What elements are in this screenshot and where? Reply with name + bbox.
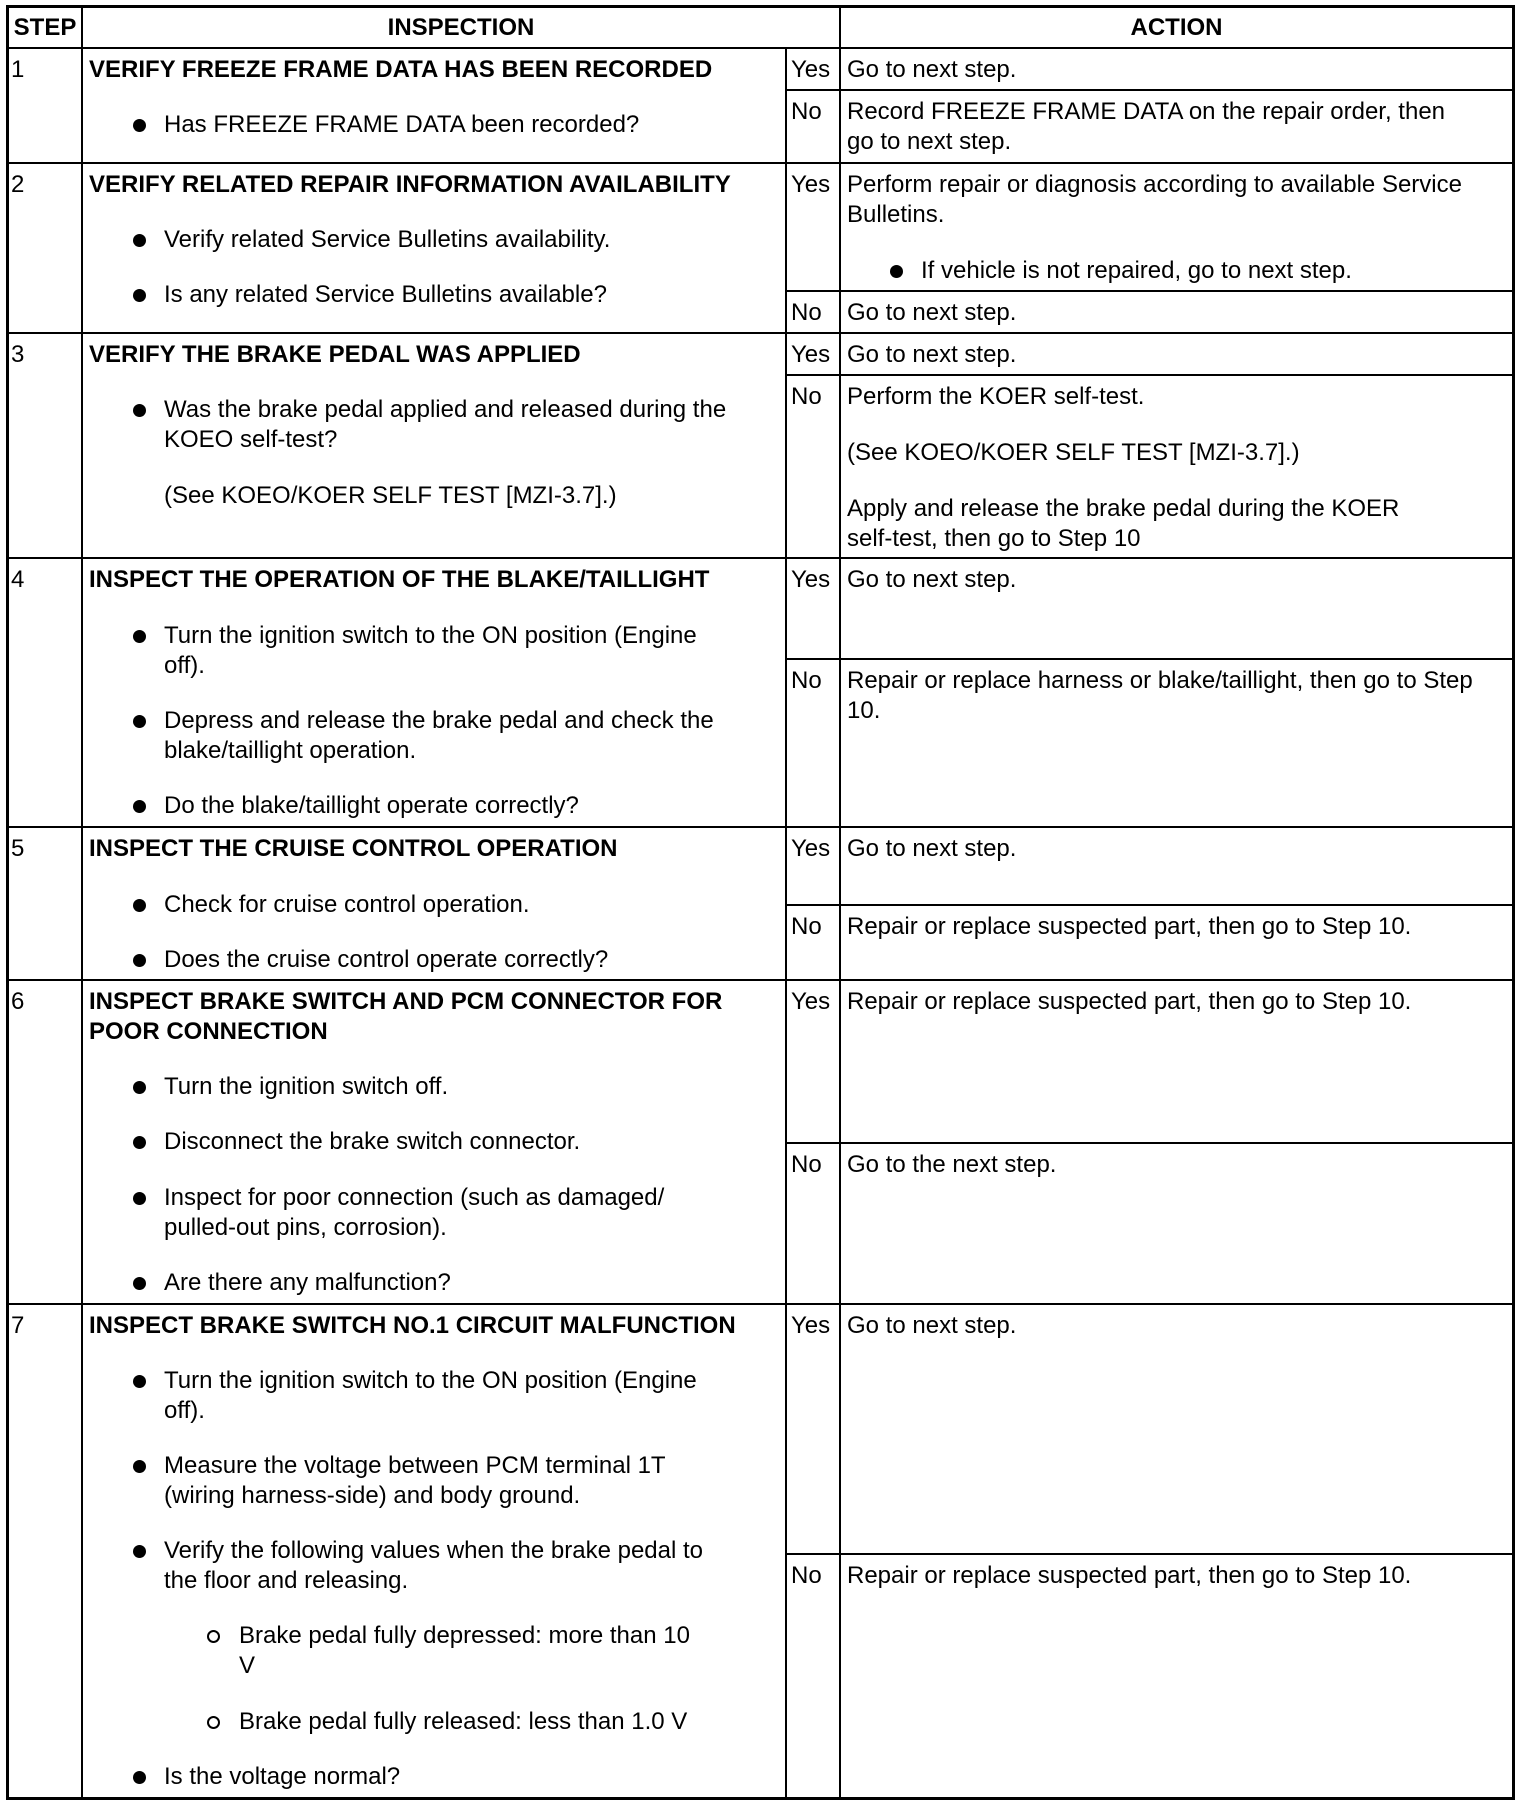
step-1-no-label: No (791, 98, 822, 125)
step-4-yes-label: Yes (791, 566, 831, 593)
step-1-no-action: go to next step. (847, 128, 1012, 155)
yes-no-divider-6 (785, 1142, 1515, 1144)
step-2-yes-label: Yes (791, 171, 831, 198)
bullet-icon (133, 1545, 146, 1558)
step-1-yes-action: Go to next step. (847, 56, 1017, 83)
step-7-sub-item: Brake pedal fully released: less than 1.0 V (239, 1708, 688, 1735)
column-divider-inspection (785, 47, 787, 1800)
bullet-icon (133, 1136, 146, 1149)
step-7-sub-item: Brake pedal fully depressed: more than 10 (239, 1622, 690, 1649)
step-5-no-action: Repair or replace suspected part, then go to Step 10. (847, 913, 1412, 940)
step-4-item: blake/taillight operation. (164, 737, 417, 764)
yes-no-divider-7 (785, 1553, 1515, 1555)
step-2-no-action: Go to next step. (847, 299, 1017, 326)
step-4-no-label: No (791, 667, 822, 694)
step-4-no-action: Repair or replace harness or blake/taillight, then go to Step (847, 667, 1473, 694)
step-2-item: Verify related Service Bulletins availability. (164, 226, 611, 253)
bullet-icon (133, 1081, 146, 1094)
table-border-right (1512, 5, 1515, 1800)
row-divider-5 (6, 979, 1515, 981)
row-divider-3 (6, 557, 1515, 559)
bullet-icon (133, 715, 146, 728)
step-7-title: INSPECT BRAKE SWITCH NO.1 CIRCUIT MALFUNCTION (89, 1312, 736, 1339)
step-number-1: 1 (11, 56, 25, 83)
bullet-icon (133, 289, 146, 302)
step-7-sub-item: V (239, 1652, 256, 1679)
column-divider-action (839, 5, 841, 1800)
step-7-item: (wiring harness-side) and body ground. (164, 1482, 581, 1509)
sub-bullet-icon (207, 1716, 220, 1729)
bullet-icon (133, 630, 146, 643)
bullet-icon (133, 119, 146, 132)
step-number-4: 4 (11, 566, 25, 593)
step-2-yes-action: Bulletins. (847, 201, 945, 228)
step-2-no-label: No (791, 299, 822, 326)
step-number-6: 6 (11, 988, 25, 1015)
bullet-icon (133, 1771, 146, 1784)
bullet-icon (133, 234, 146, 247)
step-5-yes-label: Yes (791, 835, 831, 862)
step-3-yes-action: Go to next step. (847, 341, 1017, 368)
bullet-icon (133, 1375, 146, 1388)
table-border-left (6, 5, 9, 1800)
bullet-icon (133, 404, 146, 417)
step-5-item: Check for cruise control operation. (164, 891, 530, 918)
step-2-title: VERIFY RELATED REPAIR INFORMATION AVAILABILITY (89, 171, 731, 198)
step-7-item: Turn the ignition switch to the ON position (Engine (164, 1367, 697, 1394)
step-number-2: 2 (11, 171, 25, 198)
step-3-yes-label: Yes (791, 341, 831, 368)
step-6-no-action: Go to the next step. (847, 1151, 1057, 1178)
step-4-yes-action: Go to next step. (847, 566, 1017, 593)
step-6-title: POOR CONNECTION (89, 1018, 328, 1045)
step-5-title: INSPECT THE CRUISE CONTROL OPERATION (89, 835, 618, 862)
bullet-icon (133, 1277, 146, 1290)
bullet-icon (133, 899, 146, 912)
yes-no-divider-4 (785, 658, 1515, 660)
step-3-no-action: Apply and release the brake pedal during the KOER (847, 495, 1400, 522)
step-3-no-action: Perform the KOER self-test. (847, 383, 1145, 410)
yes-no-divider-5 (785, 904, 1515, 906)
step-6-title: INSPECT BRAKE SWITCH AND PCM CONNECTOR FOR (89, 988, 723, 1015)
step-6-yes-label: Yes (791, 988, 831, 1015)
header-divider (6, 47, 1515, 49)
step-7-no-label: No (791, 1562, 822, 1589)
step-3-no-label: No (791, 383, 822, 410)
bullet-icon (133, 1460, 146, 1473)
row-divider-6 (6, 1303, 1515, 1305)
yes-no-divider-2 (785, 290, 1515, 292)
step-6-no-label: No (791, 1151, 822, 1178)
step-2-yes-bullet: If vehicle is not repaired, go to next step. (921, 257, 1352, 284)
step-3-item: (See KOEO/KOER SELF TEST [MZI-3.7].) (164, 482, 617, 509)
step-6-item: pulled-out pins, corrosion). (164, 1214, 447, 1241)
step-3-item: KOEO self-test? (164, 426, 338, 453)
bullet-icon (133, 954, 146, 967)
header-step: STEP (13, 14, 77, 41)
step-4-no-action: 10. (847, 697, 881, 724)
step-5-yes-action: Go to next step. (847, 835, 1017, 862)
row-divider-4 (6, 826, 1515, 828)
step-6-yes-action: Repair or replace suspected part, then go to Step 10. (847, 988, 1412, 1015)
bullet-icon (890, 265, 903, 278)
step-4-item: Do the blake/taillight operate correctly? (164, 792, 579, 819)
step-2-item: Is any related Service Bulletins available? (164, 281, 607, 308)
sub-bullet-icon (207, 1630, 220, 1643)
step-6-item: Turn the ignition switch off. (164, 1073, 449, 1100)
step-7-yes-label: Yes (791, 1312, 831, 1339)
step-7-item: the floor and releasing. (164, 1567, 409, 1594)
column-divider-step (81, 5, 83, 1800)
bullet-icon (133, 1192, 146, 1205)
bullet-icon (133, 800, 146, 813)
step-4-item: off). (164, 652, 205, 679)
step-number-5: 5 (11, 835, 25, 862)
header-action: ACTION (1130, 14, 1223, 41)
step-6-item: Inspect for poor connection (such as damaged/ (164, 1184, 665, 1211)
step-3-item: Was the brake pedal applied and released during the (164, 396, 727, 423)
step-4-item: Turn the ignition switch to the ON position (Engine (164, 622, 697, 649)
row-divider-1 (6, 162, 1515, 164)
table-border-top (6, 5, 1515, 8)
step-4-title: INSPECT THE OPERATION OF THE BLAKE/TAILLIGHT (89, 566, 710, 593)
step-2-yes-action: Perform repair or diagnosis according to available Service (847, 171, 1462, 198)
step-3-no-action: self-test, then go to Step 10 (847, 525, 1141, 552)
step-number-3: 3 (11, 341, 25, 368)
step-3-no-action: (See KOEO/KOER SELF TEST [MZI-3.7].) (847, 439, 1300, 466)
step-5-no-label: No (791, 913, 822, 940)
yes-no-divider-3 (785, 374, 1515, 376)
step-5-item: Does the cruise control operate correctly? (164, 946, 609, 973)
step-number-7: 7 (11, 1312, 25, 1339)
step-7-yes-action: Go to next step. (847, 1312, 1017, 1339)
step-7-item: Is the voltage normal? (164, 1763, 401, 1790)
row-divider-2 (6, 332, 1515, 334)
step-3-title: VERIFY THE BRAKE PEDAL WAS APPLIED (89, 341, 581, 368)
step-4-item: Depress and release the brake pedal and check the (164, 707, 714, 734)
step-1-item: Has FREEZE FRAME DATA been recorded? (164, 111, 640, 138)
step-6-item: Disconnect the brake switch connector. (164, 1128, 581, 1155)
step-7-no-action: Repair or replace suspected part, then go to Step 10. (847, 1562, 1412, 1589)
header-inspection: INSPECTION (387, 14, 535, 41)
step-1-title: VERIFY FREEZE FRAME DATA HAS BEEN RECORDED (89, 56, 713, 83)
yes-no-divider-1 (785, 89, 1515, 91)
step-1-yes-label: Yes (791, 56, 831, 83)
step-7-item: Verify the following values when the brake pedal to (164, 1537, 704, 1564)
step-6-item: Are there any malfunction? (164, 1269, 451, 1296)
step-1-no-action: Record FREEZE FRAME DATA on the repair order, then (847, 98, 1446, 125)
step-7-item: off). (164, 1397, 205, 1424)
step-7-item: Measure the voltage between PCM terminal 1T (164, 1452, 666, 1479)
